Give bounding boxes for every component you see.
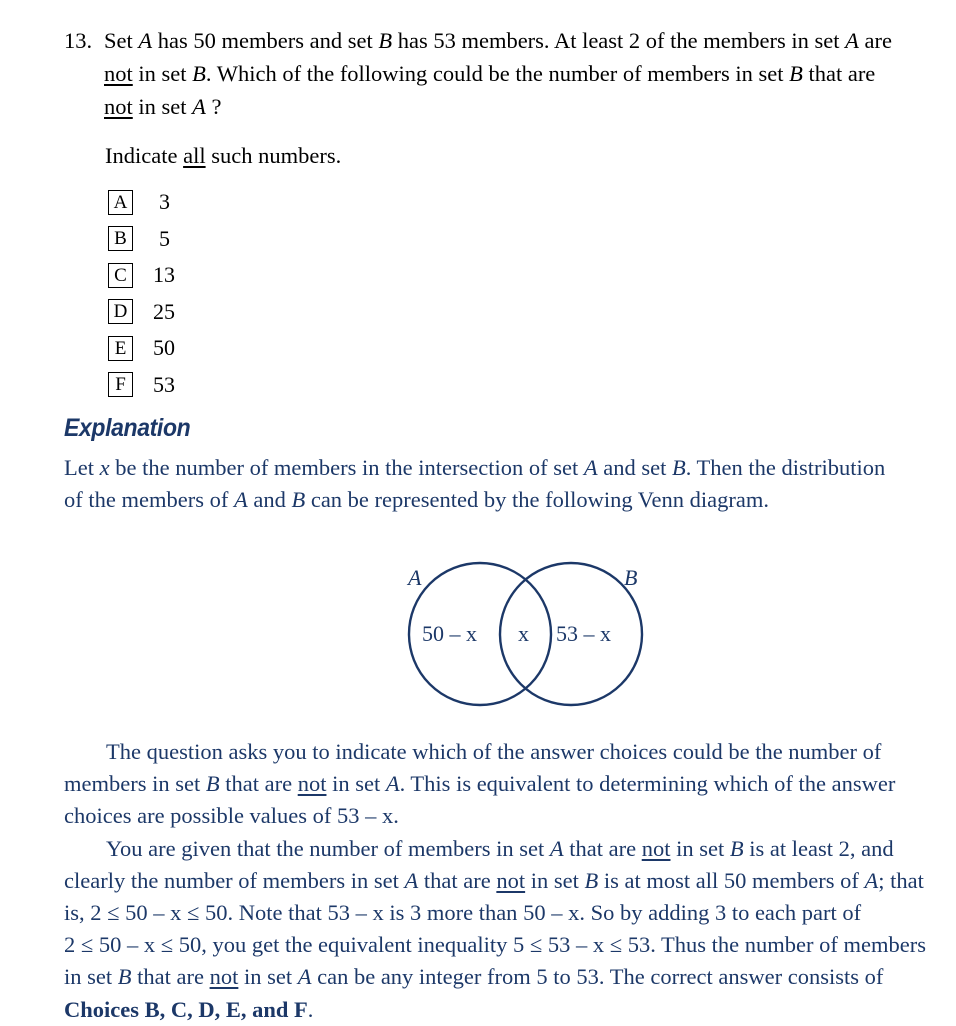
p2-frag-6: in set: [525, 867, 585, 893]
choice-a[interactable]: [108, 184, 189, 221]
q-var-b-3: B: [789, 61, 803, 86]
p1-expression: [337, 803, 393, 828]
p2-frag-12: you get the equivalent inequality: [206, 932, 513, 958]
p2-expression-1: 53 – x: [327, 900, 384, 926]
venn-label-a: A: [408, 565, 422, 590]
choice-b[interactable]: [108, 221, 189, 258]
choice-e[interactable]: [108, 330, 189, 367]
ei-frag-4: . Then the distribution of the members of: [64, 455, 886, 512]
choice-f[interactable]: [108, 367, 189, 404]
p2-frag-16: can be any integer from 5 to 53. The correct answer consists of: [311, 964, 884, 990]
p2-var-a: A: [549, 835, 564, 861]
explanation-body: [64, 736, 942, 1026]
ei-var-a2: A: [233, 487, 248, 512]
checkbox-b[interactable]: B: [108, 226, 133, 251]
instruction-post: such numbers.: [205, 143, 342, 168]
p2-inequality-1: 2 ≤ 50 – x ≤ 50.: [90, 900, 234, 926]
checkbox-a[interactable]: A: [108, 190, 133, 215]
q-var-a-2: A: [845, 28, 859, 53]
p2-var-b2: B: [584, 867, 599, 893]
p2-not-3: not: [209, 964, 239, 990]
p1-frag-1: The question asks you to indicate which of the answer choices could be the number of members in set: [64, 739, 882, 797]
ei-frag-3: and set: [597, 455, 672, 480]
choice-value-f: 53: [153, 371, 175, 397]
venn-label-b: B: [624, 565, 638, 590]
p2-frag-4: is at least 2, and clearly the number of members in set: [64, 835, 894, 893]
ei-frag-6: can be represented by the following Venn diagram.: [305, 487, 770, 512]
p2-frag-3: in set: [670, 835, 730, 861]
question-text: [104, 24, 900, 123]
p2-var-b: B: [729, 835, 744, 861]
ei-var-a: A: [583, 455, 598, 480]
q-not-2: not: [104, 94, 133, 119]
p2-frag-14: that are: [131, 964, 210, 990]
choice-d[interactable]: [108, 294, 189, 331]
correct-answer-text: Choices B, C, D, E, and F: [64, 996, 308, 1022]
checkbox-e[interactable]: E: [108, 336, 133, 361]
venn-diagram: [396, 556, 656, 716]
p2-frag-2: that are: [563, 835, 642, 861]
q-frag-6: . Which of the following could be the number of members in set: [205, 61, 790, 86]
p2-not-2: not: [496, 867, 526, 893]
p1-frag-3: in set: [326, 771, 386, 797]
p2-var-a4: A: [297, 964, 312, 990]
p2-frag-10: is 3 more than: [383, 900, 524, 926]
question-row: [64, 24, 900, 123]
checkbox-d[interactable]: D: [108, 299, 133, 324]
p2-frag-9: Note that: [233, 900, 328, 926]
instruction-emphasis: all: [183, 143, 206, 168]
explanation-paragraph-2: [64, 833, 942, 1026]
q-frag-2: has 50 members and set: [152, 28, 379, 53]
choice-value-a: 3: [159, 189, 170, 215]
q-not-1: not: [104, 61, 133, 86]
explanation-heading: Explanation: [64, 414, 191, 442]
choice-value-c: 13: [153, 262, 175, 288]
p1-var-a: A: [385, 771, 400, 797]
q-frag-5: in set: [132, 61, 193, 86]
ei-var-b2: B: [291, 487, 306, 512]
ei-var-b: B: [671, 455, 686, 480]
p1-frag-4: . This is equivalent to determining which of the answer choices are possible values of: [64, 771, 896, 829]
checkbox-c[interactable]: C: [108, 263, 133, 288]
ei-frag-5: and: [247, 487, 292, 512]
p2-frag-8: ; that is,: [64, 867, 924, 926]
q-frag-7: that are: [802, 61, 876, 86]
q-frag-9: ?: [205, 94, 222, 119]
q-var-a-1: A: [138, 28, 153, 53]
p2-frag-13: Thus the number of members in set: [64, 932, 926, 990]
ei-frag-2: be the number of members in the intersection of set: [109, 455, 584, 480]
checkbox-f[interactable]: F: [108, 372, 133, 397]
p2-inequality-2: 2 ≤ 50 – x ≤ 50,: [64, 932, 207, 958]
p2-frag-15: in set: [238, 964, 298, 990]
ei-frag-1: Let: [64, 455, 100, 480]
p2-frag-5: that are: [418, 867, 497, 893]
p2-inequality-3: 5 ≤ 53 – x ≤ 53.: [513, 932, 656, 958]
choice-value-e: 50: [153, 335, 175, 361]
choice-value-b: 5: [159, 225, 170, 251]
venn-term-middle: x: [518, 621, 529, 646]
q-var-a-3: A: [192, 94, 206, 119]
q-frag-8: in set: [132, 94, 193, 119]
p2-frag-17: .: [307, 996, 314, 1022]
explanation-intro: [64, 452, 894, 516]
q-frag-1: Set: [104, 28, 139, 53]
answer-choices-list: [108, 184, 189, 403]
p2-var-a3: A: [864, 867, 879, 893]
instruction-pre: Indicate: [105, 143, 184, 168]
question-number: 13.: [64, 28, 93, 53]
p2-var-a2: A: [404, 867, 419, 893]
p1-expr-text: 53 – x: [337, 803, 394, 829]
q-var-b-1: B: [378, 28, 393, 53]
p2-frag-7: is at most all 50 members of: [598, 867, 865, 893]
choice-value-d: 25: [153, 298, 175, 324]
p1-frag-2: that are: [219, 771, 298, 797]
q-var-b-2: B: [192, 61, 206, 86]
explanation-paragraph-1: [64, 736, 942, 833]
q-frag-4: are: [858, 28, 892, 53]
p1-var-b: B: [205, 771, 220, 797]
venn-term-left: 50 – x: [422, 621, 477, 646]
p2-expression-2: 50 – x: [523, 900, 580, 926]
p1-frag-5: .: [393, 803, 399, 829]
venn-term-right: 53 – x: [556, 621, 611, 646]
q-frag-3: has 53 members. At least 2 of the members in set: [392, 28, 846, 53]
p2-var-b3: B: [117, 964, 132, 990]
p2-not-1: not: [641, 835, 671, 861]
choice-c[interactable]: [108, 257, 189, 294]
instruction-text: [105, 141, 341, 171]
p2-frag-11: . So by adding 3 to each part of: [579, 900, 862, 926]
p1-not: not: [297, 771, 327, 797]
ei-var-x: x: [99, 455, 110, 480]
p2-frag-1: You are given that the number of members in set: [106, 835, 550, 861]
question-stem: [64, 24, 900, 123]
